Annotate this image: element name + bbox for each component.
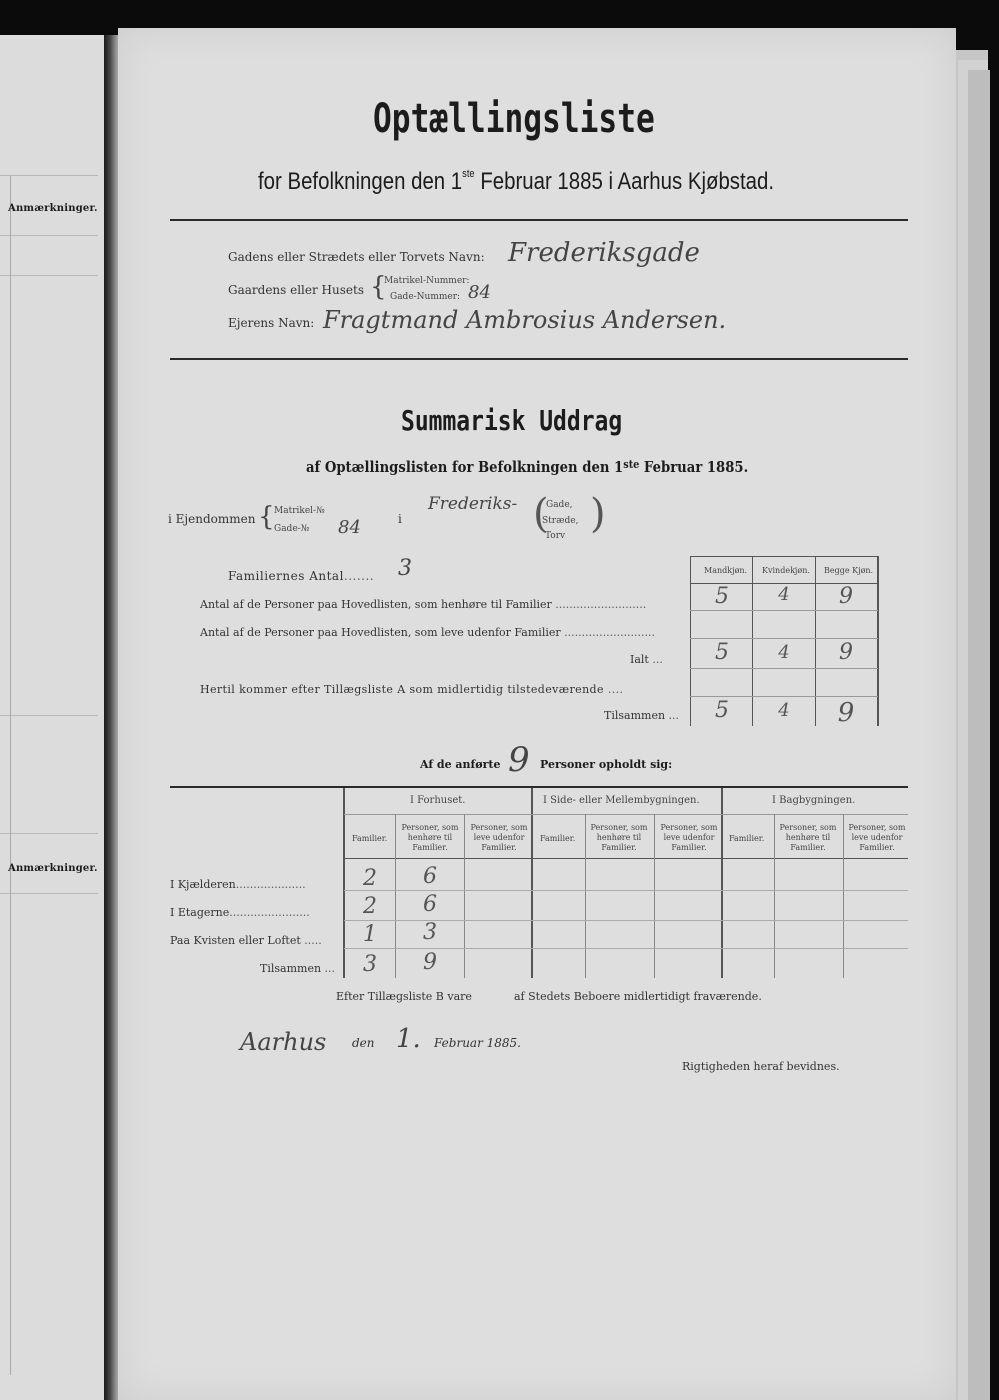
row-label-tillaeg-a: Hertil kommer efter Tillægsliste A som midlertidig tilstedeværende .... <box>200 683 624 696</box>
group-bag: I Bagbygningen. <box>772 795 856 806</box>
group-forhuset: I Forhuset. <box>410 795 466 806</box>
res-pers-etager: 6 <box>423 892 437 917</box>
cell-m-henhore: 5 <box>715 584 729 609</box>
brace: { <box>370 272 387 302</box>
row-label-tilsammen: Tilsammen ... <box>604 709 680 722</box>
gade-label: Gade-Nummer: <box>390 292 461 302</box>
residence-intro-post: Personer opholdt sig: <box>540 758 673 771</box>
divider <box>170 219 908 221</box>
street-value: Frederiksgade <box>508 238 700 268</box>
res-pers-tilsammen: 9 <box>423 950 437 975</box>
census-form-page <box>118 28 956 1400</box>
property-label: i Ejendommen <box>168 512 256 526</box>
cell-m-ialt: 5 <box>715 640 729 665</box>
page-edge <box>968 70 990 1400</box>
house-label: Gaardens eller Husets <box>228 283 364 297</box>
res-pers-kjaelder: 6 <box>423 864 437 889</box>
res-fam-kjaelder: 2 <box>363 866 377 891</box>
left-page <box>0 35 108 1400</box>
form-subtitle: for Befolkningen den 1ste Februar 1885 i Aarhus Kjøbstad. <box>258 168 775 195</box>
row-tilsammen: Tilsammen ... <box>260 962 336 975</box>
certify-text: Rigtigheden heraf bevidnes. <box>682 1060 840 1073</box>
cell-k-tilsammen: 4 <box>778 700 790 721</box>
subhead-udenfor: Personer, som leve udenfor Familier. <box>660 823 718 852</box>
subhead-udenfor: Personer, som leve udenfor Familier. <box>848 823 906 852</box>
res-pers-kvist: 3 <box>423 920 437 945</box>
row-label-ialt: Ialt ... <box>630 653 663 666</box>
col-head-begge: Begge Kjøn. <box>824 566 874 575</box>
summary-matrikel-label: Matrikel-№ <box>274 506 325 516</box>
subhead-familier: Familier. <box>352 834 388 843</box>
row-label-henhore: Antal af de Personer paa Hovedlisten, som henhøre til Familier .......................... <box>200 598 647 611</box>
subhead-udenfor: Personer, som leve udenfor Familier. <box>470 823 528 852</box>
i-word: i <box>398 512 402 526</box>
owner-value: Fragtmand Ambrosius Andersen. <box>323 306 727 334</box>
cell-k-ialt: 4 <box>778 642 790 663</box>
cell-k-henhore: 4 <box>778 584 790 605</box>
street-type-torv: Torv <box>545 531 566 541</box>
gade-value: 84 <box>468 282 491 303</box>
street-label: Gadens eller Strædets eller Torvets Navn: <box>228 250 485 264</box>
group-side: I Side- eller Mellembygningen. <box>543 795 700 806</box>
day-value: 1. <box>396 1024 421 1054</box>
divider <box>170 358 908 360</box>
cell-b-henhore: 9 <box>839 584 853 609</box>
subhead-familier: Familier. <box>540 834 576 843</box>
bracket-right: ) <box>590 491 606 537</box>
street-type-straede: Stræde, <box>542 516 579 526</box>
bracket-left: ( <box>533 491 549 537</box>
owner-label: Ejerens Navn: <box>228 316 315 330</box>
left-header-top: Anmærkninger. <box>8 203 98 214</box>
den-word: den <box>352 1036 375 1050</box>
row-label-udenfor: Antal af de Personer paa Hovedlisten, som leve udenfor Familier .......................... <box>200 626 656 639</box>
left-header-bottom: Anmærkninger. <box>8 863 98 874</box>
families-value: 3 <box>398 556 412 581</box>
matrikel-label: Matrikel-Nummer: <box>384 276 470 286</box>
subhead-familier: Familier. <box>729 834 765 843</box>
subhead-henhore: Personer, som henhøre til Familier. <box>590 823 648 852</box>
summary-gade-value: 84 <box>338 517 361 538</box>
subhead-henhore: Personer, som henhøre til Familier. <box>401 823 459 852</box>
tillaeg-b-post: af Stedets Beboere midlertidigt fraværende. <box>514 990 762 1003</box>
row-kjaelderen: I Kjælderen.................... <box>170 878 306 891</box>
summary-subtitle: af Optællingslisten for Befolkningen den 1ste Februar 1885. <box>306 458 749 476</box>
tillaeg-b-pre: Efter Tillægsliste B vare <box>336 990 472 1003</box>
cell-b-ialt: 9 <box>839 640 853 665</box>
col-head-mandkjon: Mandkjøn. <box>704 566 748 575</box>
res-fam-tilsammen: 3 <box>363 952 377 977</box>
col-head-kvindekjon: Kvindekjøn. <box>762 566 810 575</box>
row-etagerne: I Etagerne....................... <box>170 906 310 919</box>
date-post: Februar 1885. <box>434 1036 521 1050</box>
summary-title: Summarisk Uddrag <box>401 404 623 437</box>
place-value: Aarhus <box>240 1028 327 1056</box>
subhead-henhore: Personer, som henhøre til Familier. <box>779 823 837 852</box>
res-fam-kvist: 1 <box>363 922 377 947</box>
brace: { <box>258 502 275 532</box>
families-label: Familiernes Antal....... <box>228 569 375 583</box>
res-fam-etager: 2 <box>363 894 377 919</box>
row-kvisten: Paa Kvisten eller Loftet ..... <box>170 934 322 947</box>
form-title: Optællingsliste <box>373 96 655 142</box>
street-type-gade: Gade, <box>546 500 573 510</box>
summary-street-value: Frederiks- <box>428 494 518 514</box>
summary-gade-label: Gade-№ <box>274 524 310 534</box>
cell-b-tilsammen: 9 <box>837 698 855 728</box>
residence-intro-value: 9 <box>508 740 530 780</box>
cell-m-tilsammen: 5 <box>715 698 729 723</box>
residence-intro-pre: Af de anførte <box>420 758 501 771</box>
